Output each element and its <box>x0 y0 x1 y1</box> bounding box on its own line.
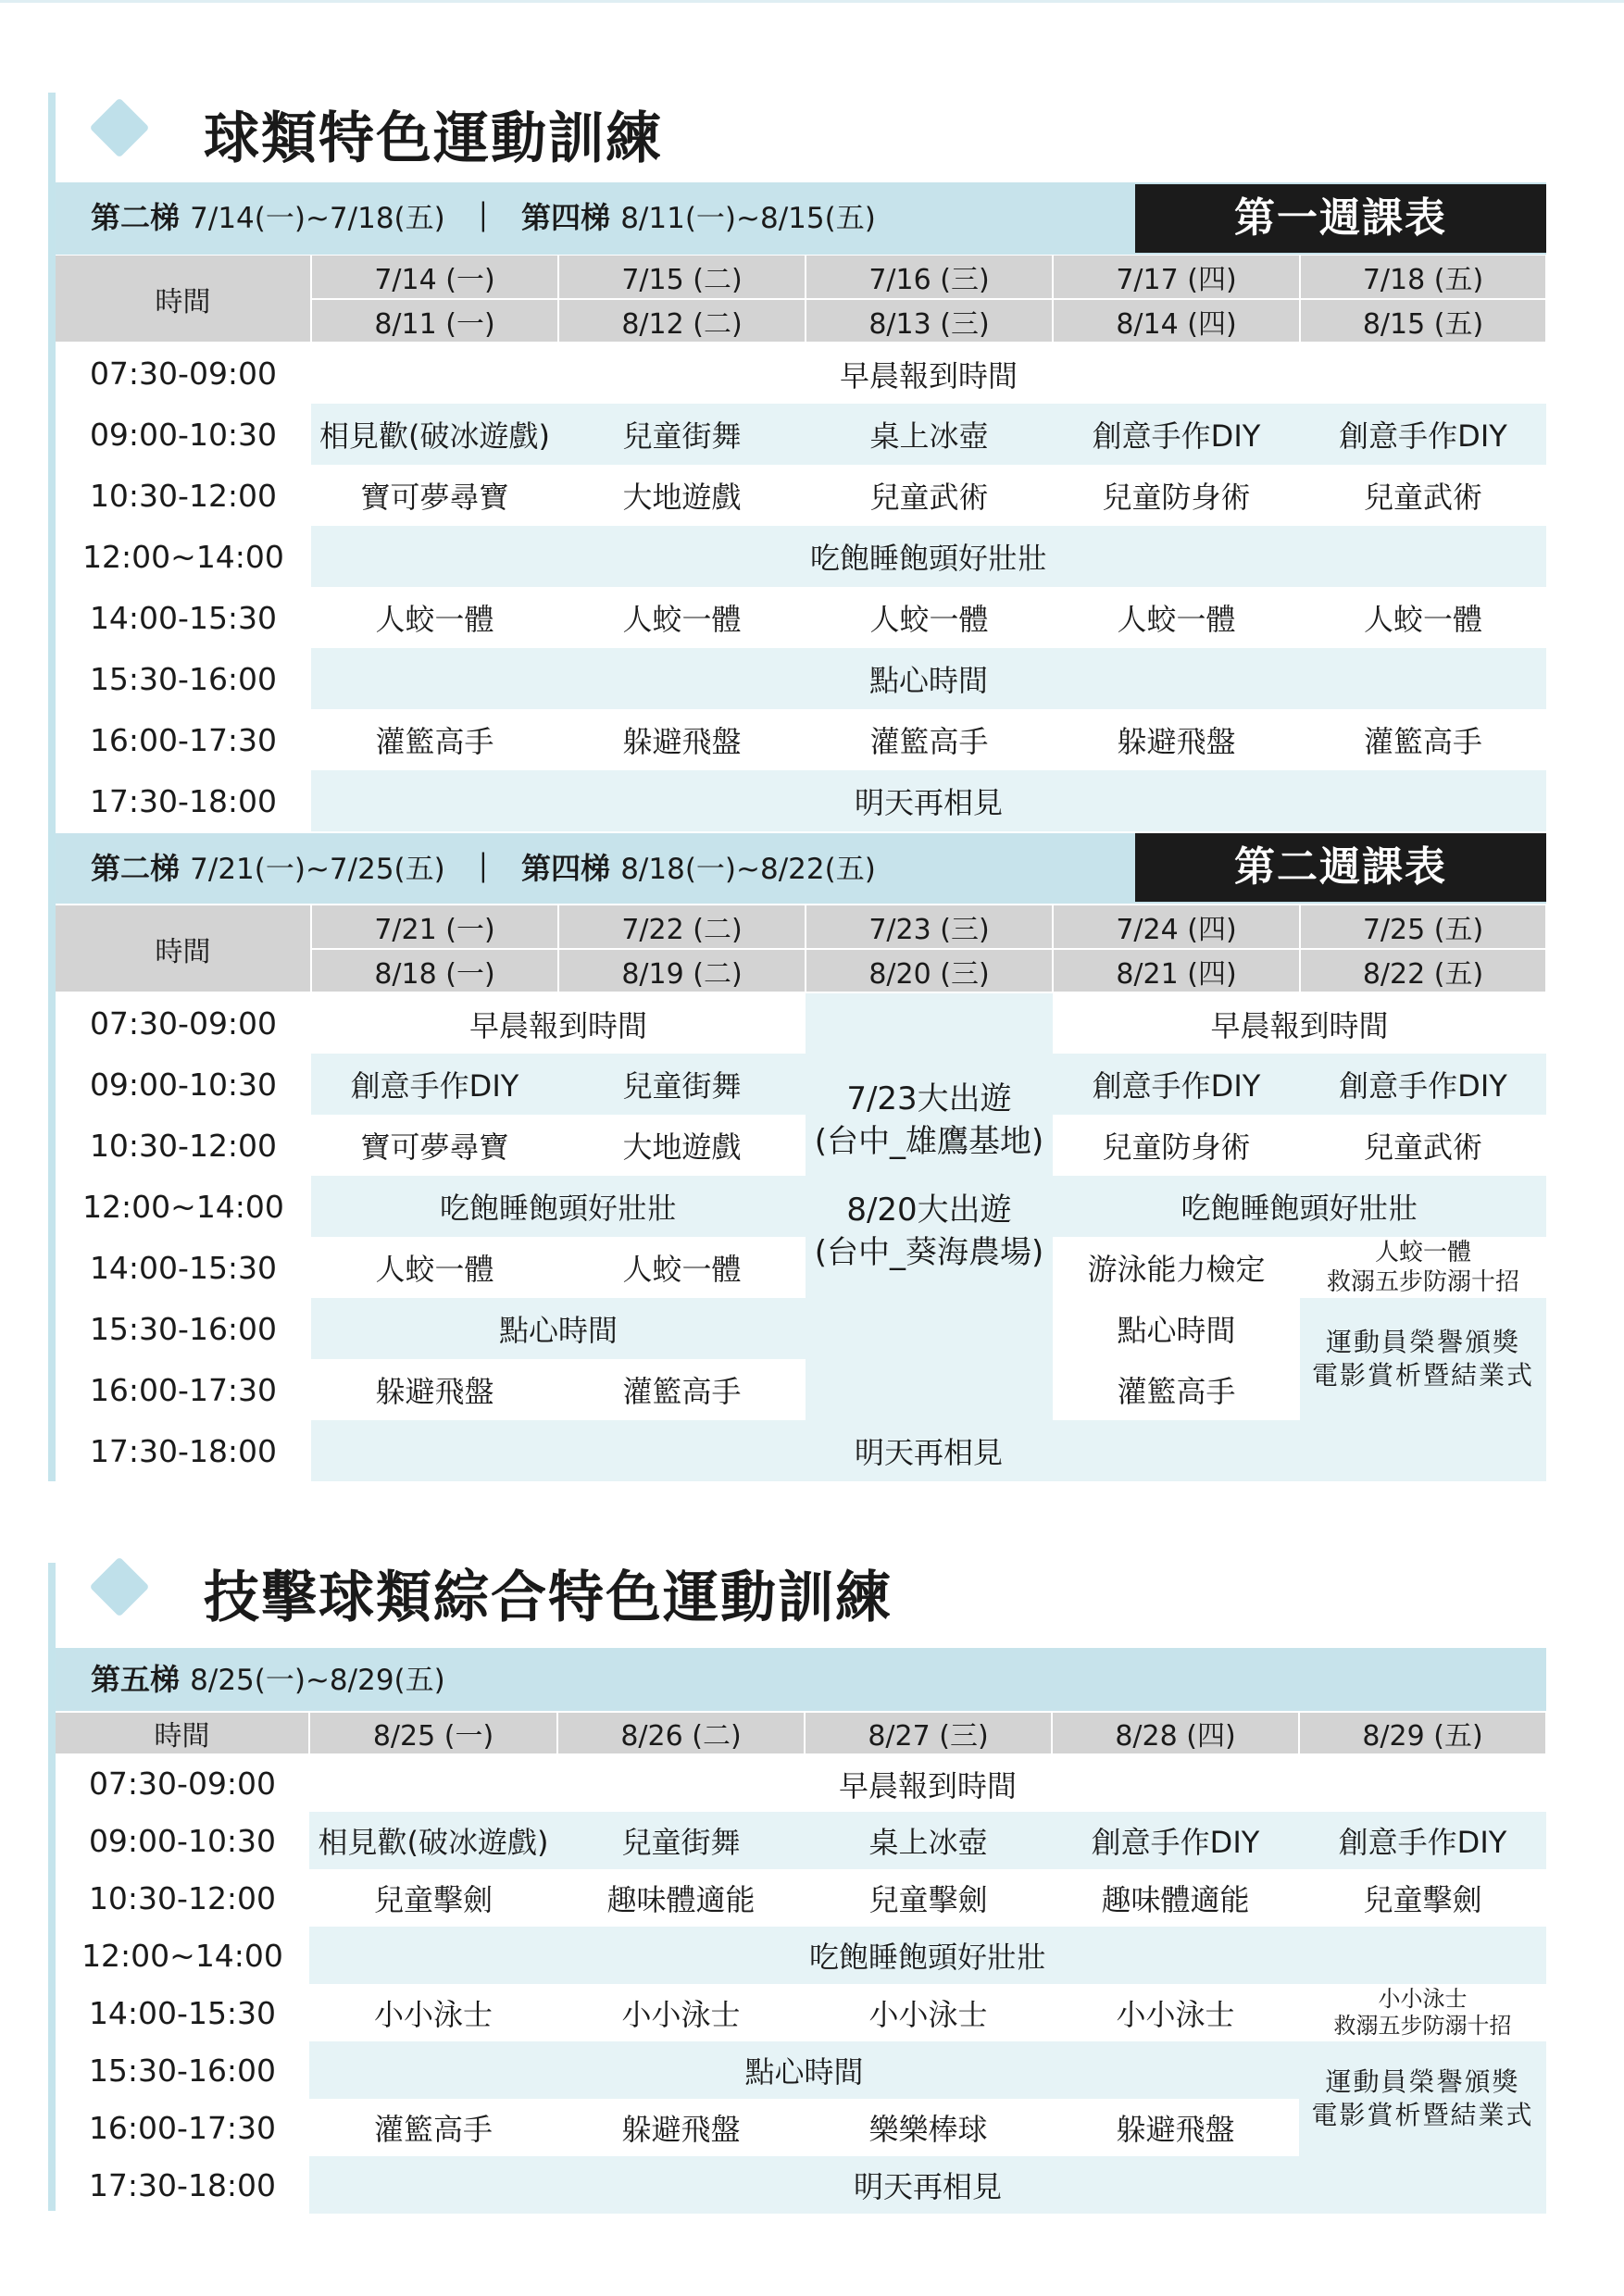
day-header: 8/22 (五) <box>1300 949 1546 992</box>
activity-cell: 創意手作DIY <box>1300 1054 1546 1115</box>
day-header: 7/25 (五) <box>1300 905 1546 949</box>
group5-schedule-table <box>56 1713 1547 2214</box>
activity-cell: 兒童擊劍 <box>868 1882 988 1917</box>
activity-cell: 兒童街舞 <box>557 1812 805 1869</box>
table-row <box>56 1115 1546 1176</box>
activity-cell: 灌籃高手 <box>373 2112 493 2147</box>
activity-cell: 灌籃高手 <box>869 724 989 759</box>
week1-schedule-table <box>56 256 1547 831</box>
day-header: 8/21 (四) <box>1053 949 1300 992</box>
week2-group-b: 第四梯 <box>521 851 611 886</box>
day-header: 8/11 (一) <box>311 299 558 343</box>
time-cell: 14:00-15:30 <box>88 1994 277 2031</box>
activity-cell: 相見歡(破冰遊戲) <box>311 404 558 465</box>
table-row <box>56 1812 1546 1869</box>
day-header: 8/26 (二) <box>557 1713 805 1754</box>
day-header: 8/14 (四) <box>1053 299 1300 343</box>
table-row <box>56 1984 1546 2041</box>
activity-cell: 吃飽睡飽頭好壯壯 <box>311 526 1546 587</box>
activity-cell: 人蛟一體 <box>622 602 742 637</box>
day-header: 8/27 (三) <box>805 1713 1052 1754</box>
activity-cell: 桌上冰壺 <box>805 1812 1052 1869</box>
activity-cell: 兒童防身術 <box>1102 1129 1251 1165</box>
activity-cell: 人蛟一體 <box>1363 602 1482 637</box>
activity-cell: 寶可夢尋寶 <box>360 480 509 515</box>
time-cell: 15:30-16:00 <box>56 1298 311 1359</box>
day-header: 7/24 (四) <box>1053 905 1300 949</box>
time-cell: 09:00-10:30 <box>56 1054 311 1115</box>
time-cell: 07:30-09:00 <box>89 356 278 392</box>
group5-band <box>56 1648 1546 1711</box>
table-row <box>56 2041 1546 2099</box>
time-cell: 16:00-17:30 <box>89 1371 278 1408</box>
activity-cell: 兒童武術 <box>1363 1129 1482 1165</box>
day-header: 8/29 (五) <box>1299 1713 1546 1754</box>
activity-cell: 明天再相見 <box>311 1420 1546 1481</box>
week2-header-row <box>56 905 1546 949</box>
day-header: 8/20 (三) <box>806 949 1053 992</box>
activity-cell: 早晨報到時間 <box>1210 1007 1389 1043</box>
day-header: 8/12 (二) <box>558 299 806 343</box>
activity-cell: 兒童武術 <box>869 480 989 515</box>
day-header: 8/13 (三) <box>806 299 1053 343</box>
week2-separator: ｜ <box>468 851 498 886</box>
activity-line: 小小泳士 <box>1378 1986 1468 2012</box>
day-header: 8/19 (二) <box>558 949 806 992</box>
day-header: 7/14 (一) <box>311 256 558 299</box>
activity-cell: 創意手作DIY <box>1052 1812 1299 1869</box>
time-cell: 07:30-09:00 <box>88 1766 277 1802</box>
activity-cell: 點心時間 <box>311 1298 806 1359</box>
table-row <box>56 992 1546 1054</box>
section2-title: 技擊球類綜合特色運動訓練 <box>204 1566 893 1630</box>
activity-cell: 點心時間 <box>309 2041 1299 2099</box>
diamond-icon <box>89 97 149 157</box>
activity-cell: 躲避飛盤 <box>1116 2112 1235 2147</box>
table-row <box>56 1176 1546 1237</box>
table-row <box>56 1054 1546 1115</box>
activity-cell: 灌籃高手 <box>1363 724 1482 759</box>
week1-separator: ｜ <box>468 200 498 235</box>
group5-dates: 8/25(一)~8/29(五) <box>190 1664 445 1697</box>
table-row <box>56 1298 1546 1359</box>
activity-cell: 大地遊戲 <box>622 1129 742 1165</box>
activity-cell: 躲避飛盤 <box>375 1374 494 1409</box>
activity-cell: 明天再相見 <box>311 770 1546 831</box>
week2-dates-b: 8/18(一)~8/22(五) <box>620 853 876 886</box>
activity-cell: 吃飽睡飽頭好壯壯 <box>1053 1176 1546 1237</box>
section2-sidebar <box>48 1563 56 2211</box>
activity-cell: 趣味體適能 <box>1101 1882 1250 1917</box>
day-header: 7/16 (三) <box>806 256 1053 299</box>
closing-line-1: 運動員榮譽頒獎 <box>1325 1327 1520 1357</box>
trip-2-line-1: 8/20大出遊 <box>846 1192 1012 1229</box>
activity-cell: 點心時間 <box>1053 1298 1300 1359</box>
activity-line: 救溺五步防溺十招 <box>1326 1268 1519 1296</box>
table-row <box>56 770 1546 831</box>
activity-cell: 躲避飛盤 <box>1117 724 1236 759</box>
activity-cell: 兒童擊劍 <box>1363 1882 1482 1917</box>
activity-cell: 創意手作DIY <box>1053 1054 1300 1115</box>
week2-label: 第二週課表 <box>1135 833 1546 902</box>
time-cell: 10:30-12:00 <box>89 1127 278 1164</box>
closing-cell <box>1299 2041 1546 2156</box>
trip-cell-2 <box>806 1176 1053 1420</box>
activity-cell: 創意手作DIY <box>311 1054 558 1115</box>
closing-line-2: 電影賞析暨結業式 <box>1311 1360 1534 1391</box>
table-row <box>56 587 1546 648</box>
activity-cell: 趣味體適能 <box>606 1882 756 1917</box>
week2-schedule-table <box>56 905 1547 1481</box>
activity-cell: 樂樂棒球 <box>868 2112 988 2147</box>
trip-1-line-2: (台中_雄鷹基地) <box>814 1123 1044 1160</box>
table-row <box>56 648 1546 709</box>
week1-band-text <box>91 182 876 254</box>
activity-cell: 躲避飛盤 <box>621 2112 741 2147</box>
day-header: 7/23 (三) <box>806 905 1053 949</box>
week1-dates-a: 7/14(一)~7/18(五) <box>190 202 445 235</box>
time-cell: 17:30-18:00 <box>56 2156 309 2214</box>
table-row <box>56 709 1546 770</box>
time-cell: 12:00~14:00 <box>56 1176 311 1237</box>
week1-dates-b: 8/11(一)~8/15(五) <box>620 202 876 235</box>
activity-cell: 相見歡(破冰遊戲) <box>309 1812 557 1869</box>
activity-cell: 人蛟一體 <box>375 1252 494 1287</box>
group5-header-row <box>56 1713 1546 1754</box>
trip-cell-1 <box>806 992 1053 1176</box>
day-header: 7/17 (四) <box>1053 256 1300 299</box>
activity-cell: 早晨報到時間 <box>838 1767 1017 1803</box>
closing-line-2: 電影賞析暨結業式 <box>1311 2100 1534 2130</box>
closing-cell <box>1300 1298 1546 1420</box>
activity-cell: 兒童擊劍 <box>373 1882 493 1917</box>
activity-cell: 點心時間 <box>311 648 1546 709</box>
activity-cell: 創意手作DIY <box>1299 1812 1546 1869</box>
time-cell: 17:30-18:00 <box>56 770 311 831</box>
week1-band <box>56 182 1546 255</box>
time-cell: 17:30-18:00 <box>56 1420 311 1481</box>
time-header: 時間 <box>56 256 311 343</box>
activity-cell: 人蛟一體 <box>622 1252 742 1287</box>
trip-1-line-1: 7/23大出遊 <box>846 1080 1012 1117</box>
week1-header-row <box>56 256 1546 299</box>
table-row <box>56 1869 1546 1927</box>
time-cell: 10:30-12:00 <box>88 1879 277 1916</box>
activity-cell: 早晨報到時間 <box>468 1007 647 1043</box>
table-row <box>56 2156 1546 2214</box>
activity-cell: 灌籃高手 <box>1117 1374 1236 1409</box>
table-row <box>56 1420 1546 1481</box>
time-cell: 14:00-15:30 <box>89 1249 278 1286</box>
week1-group-b: 第四梯 <box>521 200 611 235</box>
time-cell: 14:00-15:30 <box>89 599 278 636</box>
week2-dates-a: 7/21(一)~7/25(五) <box>190 853 445 886</box>
group5-band-text <box>91 1648 445 1712</box>
activity-line: 人蛟一體 <box>1374 1239 1471 1267</box>
top-border <box>0 0 1624 3</box>
table-row <box>56 1927 1546 1984</box>
activity-cell: 小小泳士 <box>373 1997 493 2032</box>
activity-cell: 人蛟一體 <box>869 602 989 637</box>
activity-cell: 灌籃高手 <box>622 1374 742 1409</box>
activity-cell <box>1299 1984 1546 2041</box>
time-cell: 16:00-17:30 <box>88 2109 277 2146</box>
activity-cell: 寶可夢尋寶 <box>360 1129 509 1165</box>
day-header: 7/15 (二) <box>558 256 806 299</box>
week1-label: 第一週課表 <box>1135 184 1546 253</box>
time-cell: 12:00~14:00 <box>56 526 311 587</box>
day-header: 7/22 (二) <box>558 905 806 949</box>
diamond-icon <box>89 1556 149 1616</box>
activity-cell: 小小泳士 <box>1116 1997 1235 2032</box>
time-cell: 16:00-17:30 <box>89 721 278 758</box>
activity-cell: 兒童街舞 <box>558 1054 806 1115</box>
time-cell: 12:00~14:00 <box>56 1927 309 1984</box>
time-cell: 07:30-09:00 <box>89 1005 278 1042</box>
table-row <box>56 404 1546 465</box>
time-cell: 09:00-10:30 <box>56 1812 309 1869</box>
activity-cell <box>1300 1237 1546 1298</box>
day-header: 7/21 (一) <box>311 905 558 949</box>
week2-band <box>56 833 1546 904</box>
activity-cell: 兒童武術 <box>1363 480 1482 515</box>
closing-line-1: 運動員榮譽頒獎 <box>1325 2066 1520 2097</box>
activity-cell: 創意手作DIY <box>1300 404 1546 465</box>
activity-cell: 桌上冰壺 <box>806 404 1053 465</box>
table-row <box>56 1754 1546 1812</box>
day-header: 8/25 (一) <box>309 1713 557 1754</box>
trip-2-line-2: (台中_葵海農場) <box>814 1234 1044 1271</box>
day-header: 7/18 (五) <box>1300 256 1546 299</box>
activity-line: 救溺五步防溺十招 <box>1333 2013 1512 2039</box>
activity-cell: 灌籃高手 <box>375 724 494 759</box>
activity-cell: 躲避飛盤 <box>622 724 742 759</box>
activity-cell: 大地遊戲 <box>622 480 742 515</box>
section1-title: 球類特色運動訓練 <box>204 106 663 171</box>
week2-group-a: 第二梯 <box>91 851 181 886</box>
activity-cell: 兒童街舞 <box>558 404 806 465</box>
week1-group-a: 第二梯 <box>91 200 181 235</box>
activity-cell: 人蛟一體 <box>375 602 494 637</box>
activity-cell: 人蛟一體 <box>1117 602 1236 637</box>
activity-cell: 明天再相見 <box>309 2156 1546 2214</box>
activity-cell: 小小泳士 <box>868 1997 988 2032</box>
time-cell: 15:30-16:00 <box>56 648 311 709</box>
activity-cell: 早晨報到時間 <box>839 357 1018 393</box>
activity-cell: 創意手作DIY <box>1053 404 1300 465</box>
activity-cell: 吃飽睡飽頭好壯壯 <box>311 1176 806 1237</box>
table-row <box>56 465 1546 526</box>
activity-cell: 兒童防身術 <box>1102 480 1251 515</box>
week2-band-text <box>91 833 876 905</box>
group5-label: 第五梯 <box>91 1662 181 1697</box>
time-cell: 15:30-16:00 <box>56 2041 309 2099</box>
activity-cell: 小小泳士 <box>621 1997 741 2032</box>
table-row <box>56 343 1546 404</box>
day-header: 8/28 (四) <box>1052 1713 1299 1754</box>
activity-cell: 吃飽睡飽頭好壯壯 <box>309 1927 1546 1984</box>
time-header: 時間 <box>56 905 311 992</box>
table-row <box>56 1237 1546 1298</box>
table-row <box>56 526 1546 587</box>
time-cell: 10:30-12:00 <box>89 477 278 514</box>
day-header: 8/18 (一) <box>311 949 558 992</box>
activity-cell: 游泳能力檢定 <box>1087 1252 1266 1287</box>
time-cell: 09:00-10:30 <box>56 404 311 465</box>
section1-sidebar <box>48 93 56 1481</box>
time-header: 時間 <box>56 1713 309 1754</box>
day-header: 8/15 (五) <box>1300 299 1546 343</box>
